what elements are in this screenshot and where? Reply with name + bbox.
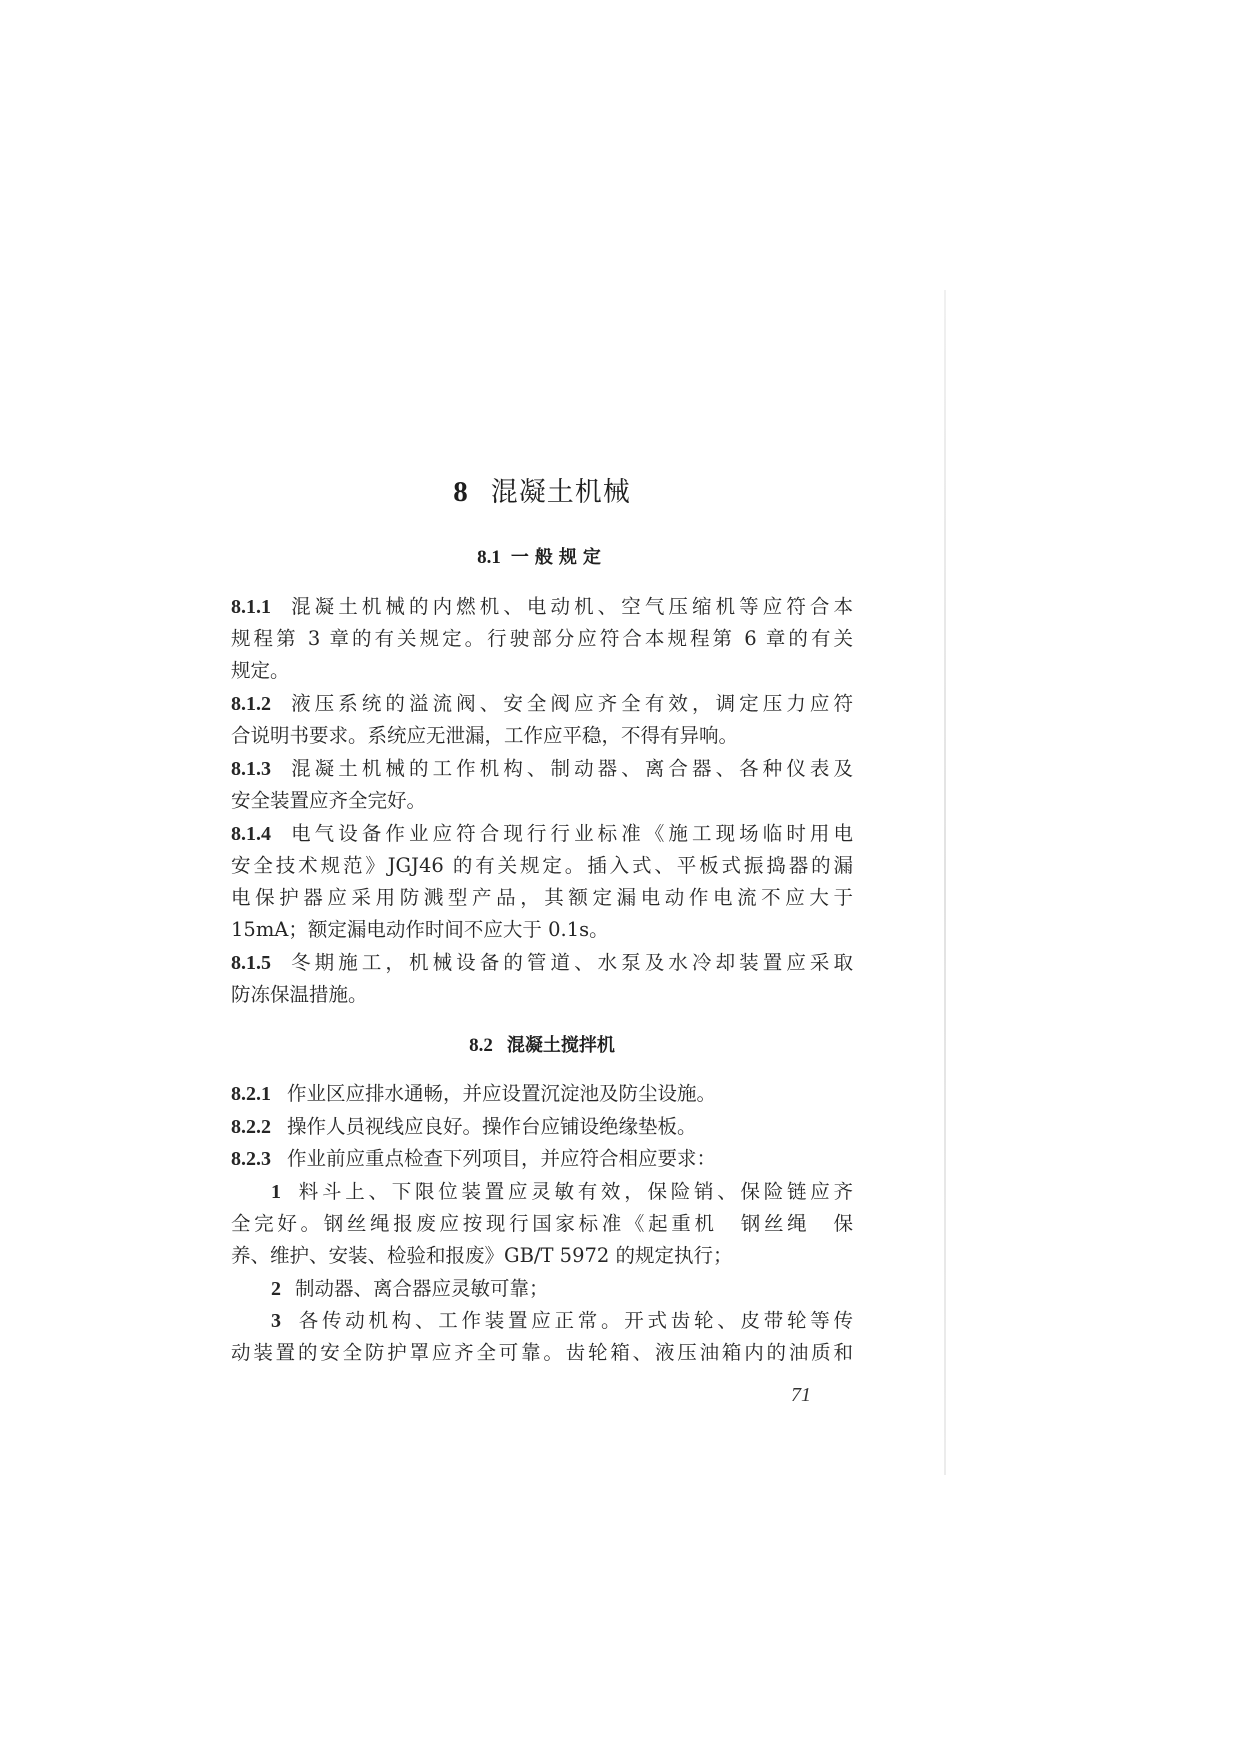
list-item-3-line <box>231 1305 853 1337</box>
chapter-title-text: 混凝土机械 <box>490 477 631 508</box>
list-item-2-line <box>231 1273 853 1305</box>
page-edge-line <box>944 290 946 1475</box>
clause-text-line: 规程第 3 章的有关规定。行驶部分应符合本规程第 6 章的有关 <box>231 627 853 650</box>
item-text-line: 养、维护、安装、检验和报废》GB/T 5972 的规定执行； <box>231 1244 733 1267</box>
clause-number: 8.2.2 <box>231 1116 271 1138</box>
clause-text: 冬期施工，机械设备的管道、水泵及水冷却装置应采取 <box>287 951 853 974</box>
section-number: 8.2 <box>469 1035 493 1056</box>
clause-text: 电气设备作业应符合现行行业标准《施工现场临时用电 <box>287 822 853 845</box>
item-text: 制动器、离合器应灵敏可靠； <box>295 1277 549 1300</box>
item-number: 3 <box>271 1310 281 1332</box>
clause-8-2-2-line <box>231 1111 853 1143</box>
clause-text-line: 安全装置应齐全完好。 <box>231 789 427 812</box>
page-number: 71 <box>791 1384 811 1406</box>
clause-text-line: 合说明书要求。系统应无泄漏，工作应平稳，不得有异响。 <box>231 724 739 747</box>
section-heading-8-1 <box>231 543 853 569</box>
clause-8-1-3-line <box>231 753 853 785</box>
clause-8-2-1-line <box>231 1078 853 1110</box>
section-heading-8-2 <box>231 1031 853 1057</box>
clause-text-line: 规定。 <box>231 659 290 682</box>
clause-text-line: 安全技术规范》JGJ46 的有关规定。插入式、平板式振捣器的漏 <box>231 854 853 877</box>
clause-8-1-5-line <box>231 947 853 979</box>
clause-text-line: 15mA；额定漏电动作时间不应大于 0.1s。 <box>231 918 609 941</box>
clause-8-1-2-line <box>231 688 853 720</box>
clause-text: 作业区应排水通畅，并应设置沉淀池及防尘设施。 <box>287 1082 717 1105</box>
section-number: 8.1 <box>477 547 501 568</box>
clause-text: 混凝土机械的内燃机、电动机、空气压缩机等应符合本 <box>287 595 853 618</box>
item-number: 2 <box>271 1278 281 1300</box>
item-number: 1 <box>271 1181 281 1203</box>
clause-number: 8.1.4 <box>231 823 271 845</box>
clause-number: 8.1.1 <box>231 596 271 618</box>
clause-8-1-1-line <box>231 591 853 623</box>
clause-8-1-4-line <box>231 818 853 850</box>
clause-text-line: 防冻保温措施。 <box>231 983 368 1006</box>
clause-number: 8.1.5 <box>231 952 271 974</box>
section-title-text: 一般规定 <box>510 547 607 568</box>
item-text-line: 全完好。钢丝绳报废应按现行国家标准《起重机 钢丝绳 保 <box>231 1212 853 1235</box>
clause-text-line: 电保护器应采用防溅型产品，其额定漏电动作电流不应大于 <box>231 886 853 909</box>
clause-8-2-3-line <box>231 1143 853 1175</box>
clause-number: 8.2.1 <box>231 1083 271 1105</box>
list-item-1-line <box>231 1176 853 1208</box>
clause-text: 操作人员视线应良好。操作台应铺设绝缘垫板。 <box>287 1115 697 1138</box>
clause-number: 8.2.3 <box>231 1148 271 1170</box>
clause-number: 8.1.2 <box>231 693 271 715</box>
clause-number: 8.1.3 <box>231 758 271 780</box>
chapter-title <box>231 470 853 509</box>
item-text-line: 动装置的安全防护罩应齐全可靠。齿轮箱、液压油箱内的油质和 <box>231 1341 853 1364</box>
chapter-number: 8 <box>453 476 469 508</box>
item-text: 料斗上、下限位装置应灵敏有效，保险销、保险链应齐 <box>295 1180 853 1203</box>
clause-text: 混凝土机械的工作机构、制动器、离合器、各种仪表及 <box>287 757 853 780</box>
section-title-text: 混凝土搅拌机 <box>506 1035 615 1056</box>
clause-text: 液压系统的溢流阀、安全阀应齐全有效，调定压力应符 <box>287 692 853 715</box>
clause-text: 作业前应重点检查下列项目，并应符合相应要求： <box>287 1147 717 1170</box>
item-text: 各传动机构、工作装置应正常。开式齿轮、皮带轮等传 <box>295 1309 853 1332</box>
